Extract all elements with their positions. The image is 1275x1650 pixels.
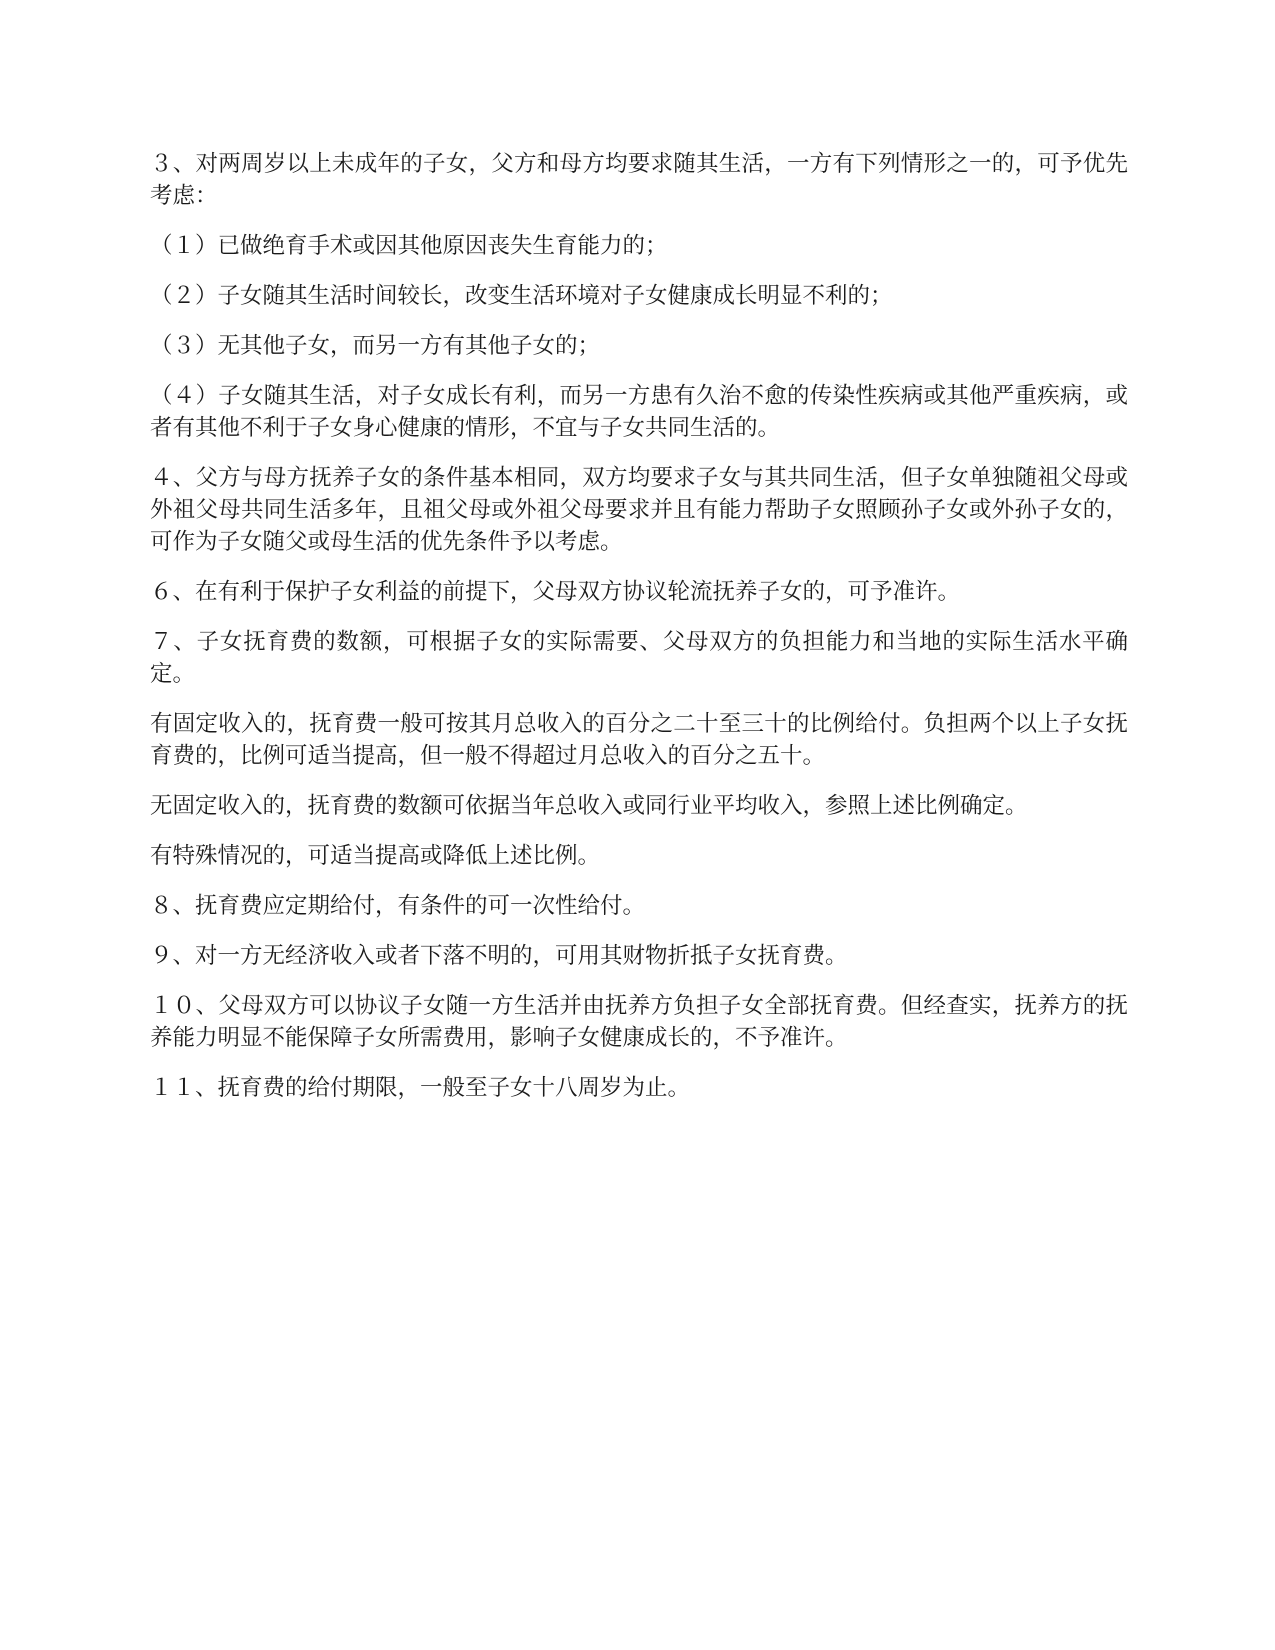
paragraph-special-circumstances: 有特殊情况的，可适当提高或降低上述比例。 (150, 843, 601, 869)
paragraph-subitem-3: （３）无其他子女，而另一方有其他子女的； (150, 333, 601, 359)
paragraph-subitem-2: （２）子女随其生活时间较长，改变生活环境对子女健康成长明显不利的； (150, 283, 893, 309)
paragraph-item-11: １１、抚育费的给付期限，一般至子女十八周岁为止。 (150, 1075, 691, 1101)
paragraph-item-9: ９、对一方无经济收入或者下落不明的，可用其财物折抵子女抚育费。 (150, 943, 848, 969)
paragraph-fixed-income: 有固定收入的，抚育费一般可按其月总收入的百分之二十至三十的比例给付。负担两个以上子女抚育费的，比例可适当提高，但一般不得超过月总收入的百分之五十。 (150, 711, 1128, 769)
paragraph-item-4: ４、父方与母方抚养子女的条件基本相同，双方均要求子女与其共同生活，但子女单独随祖父母或外祖父母共同生活多年，且祖父母或外祖父母要求并且有能力帮助子女照顾孙子女或外孙子女的，可作为子女随父或母生活的优先条件予以考虑。 (150, 465, 1128, 555)
paragraph-item-8: ８、抚育费应定期给付，有条件的可一次性给付。 (150, 893, 646, 919)
paragraph-item-7: ７、子女抚育费的数额，可根据子女的实际需要、父母双方的负担能力和当地的实际生活水平确定。 (150, 629, 1128, 687)
paragraph-subitem-4: （４）子女随其生活，对子女成长有利，而另一方患有久治不愈的传染性疾病或其他严重疾病，或者有其他不利于子女身心健康的情形，不宜与子女共同生活的。 (150, 383, 1128, 441)
document-body (150, 148, 1128, 1122)
paragraph-item-3-intro: ３、对两周岁以上未成年的子女，父方和母方均要求随其生活，一方有下列情形之一的，可予优先考虑： (150, 151, 1128, 209)
paragraph-no-fixed-income: 无固定收入的，抚育费的数额可依据当年总收入或同行业平均收入，参照上述比例确定。 (150, 793, 1028, 819)
paragraph-item-6: ６、在有利于保护子女利益的前提下，父母双方协议轮流抚养子女的，可予准许。 (150, 579, 961, 605)
paragraph-subitem-1: （１）已做绝育手术或因其他原因丧失生育能力的； (150, 233, 668, 259)
paragraph-item-10: １０、父母双方可以协议子女随一方生活并由抚养方负担子女全部抚育费。但经查实，抚养方的抚养能力明显不能保障子女所需费用，影响子女健康成长的，不予准许。 (150, 993, 1128, 1051)
